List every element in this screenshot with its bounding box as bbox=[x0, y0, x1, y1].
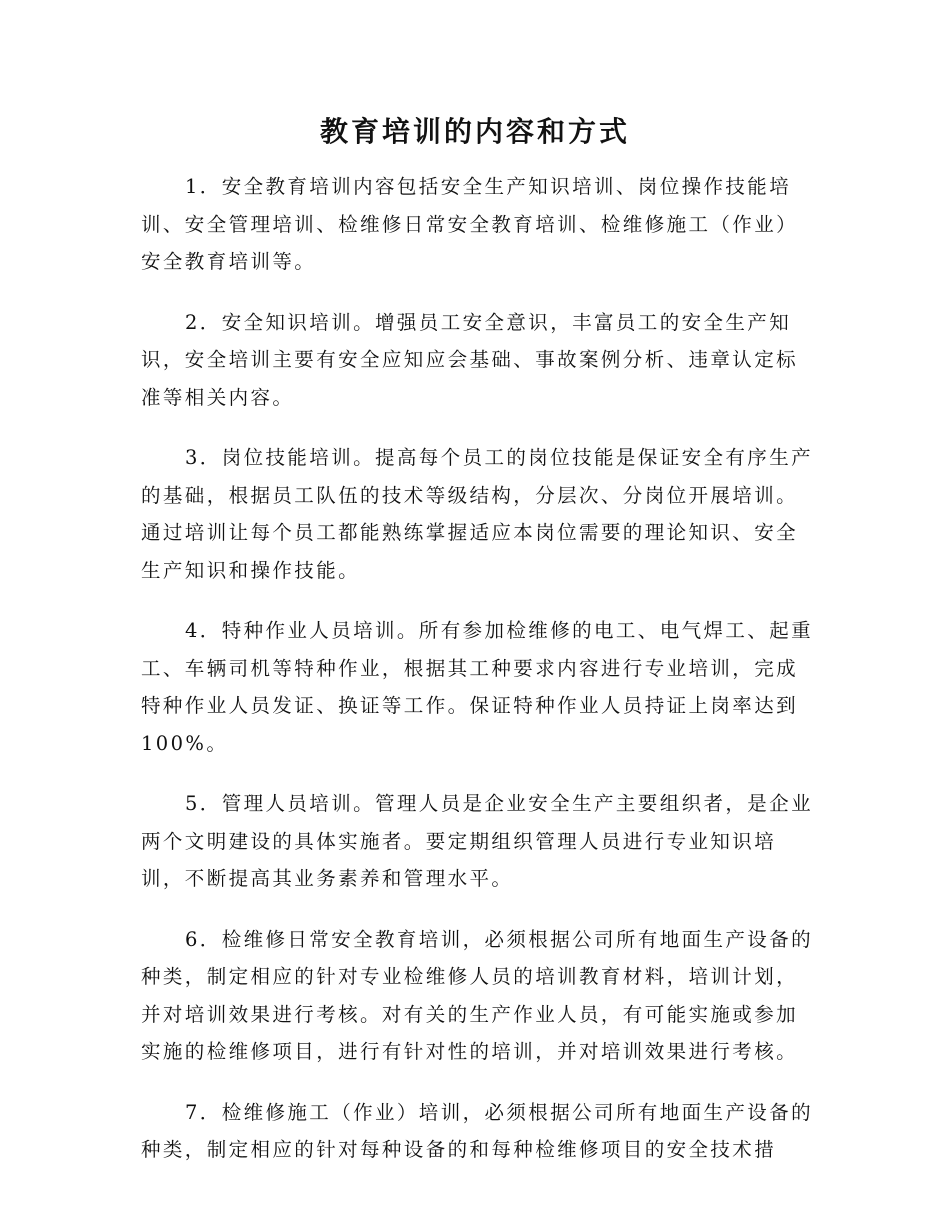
paragraph-2 bbox=[141, 304, 821, 417]
paragraph-line: 识，安全培训主要有安全应知应会基础、事故案例分析、违章认定标 bbox=[141, 348, 799, 371]
paragraph-1 bbox=[141, 168, 821, 281]
paragraph-line: 6．检维修日常安全教育培训，必须根据公司所有地面生产设备的 bbox=[185, 927, 814, 951]
paragraph-line: 100%。 bbox=[141, 731, 229, 755]
paragraph-line: 1．安全教育培训内容包括安全生产知识培训、岗位操作技能培 bbox=[185, 175, 792, 198]
paragraph-line: 特种作业人员发证、换证等工作。保证特种作业人员持证上岗率达到 bbox=[141, 694, 799, 717]
document-body bbox=[141, 168, 821, 1192]
paragraph-line: 实施的检维修项目，进行有针对性的培训，并对培训效果进行考核。 bbox=[141, 1040, 799, 1063]
document-title: 教育培训的内容和方式 bbox=[319, 115, 630, 148]
paragraph-line: 5．管理人员培训。管理人员是企业安全生产主要组织者，是企业 bbox=[185, 792, 814, 815]
paragraph-line: 种类，制定相应的针对专业检维修人员的培训教育材料，培训计划， bbox=[141, 965, 799, 988]
paragraph-line: 工、车辆司机等特种作业，根据其工种要求内容进行专业培训，完成 bbox=[141, 656, 799, 680]
paragraph-6 bbox=[141, 921, 821, 1071]
paragraph-line: 并对培训效果进行考核。对有关的生产作业人员，有可能实施或参加 bbox=[141, 1002, 799, 1026]
paragraph-line: 训，不断提高其业务素养和管理水平。 bbox=[141, 867, 514, 890]
paragraph-3 bbox=[141, 439, 821, 589]
paragraph-line: 3．岗位技能培训。提高每个员工的岗位技能是保证安全有序生产 bbox=[185, 446, 814, 469]
paragraph-line: 通过培训让每个员工都能熟练掌握适应本岗位需要的理论知识、安全 bbox=[141, 521, 799, 544]
paragraph-line: 2．安全知识培训。增强员工安全意识，丰富员工的安全生产知 bbox=[185, 310, 792, 334]
paragraph-line: 种类，制定相应的针对每种设备的和每种检维修项目的安全技术措 bbox=[141, 1138, 777, 1161]
paragraph-5 bbox=[141, 785, 821, 898]
paragraph-line: 两个文明建设的具体实施者。要定期组织管理人员进行专业知识培 bbox=[141, 829, 777, 853]
paragraph-line: 准等相关内容。 bbox=[141, 385, 295, 409]
paragraph-line: 生产知识和操作技能。 bbox=[141, 558, 361, 582]
paragraph-line: 的基础，根据员工队伍的技术等级结构，分层次、分岗位开展培训。 bbox=[141, 483, 799, 507]
paragraph-7 bbox=[141, 1094, 821, 1169]
paragraph-line: 7．检维修施工（作业）培训，必须根据公司所有地面生产设备的 bbox=[185, 1100, 814, 1124]
paragraph-line: 安全教育培训等。 bbox=[141, 250, 317, 273]
paragraph-4 bbox=[141, 612, 821, 762]
paragraph-line: 训、安全管理培训、检维修日常安全教育培训、检维修施工（作业） bbox=[141, 212, 799, 236]
paragraph-line: 4．特种作业人员培训。所有参加检维修的电工、电气焊工、起重 bbox=[185, 619, 814, 642]
